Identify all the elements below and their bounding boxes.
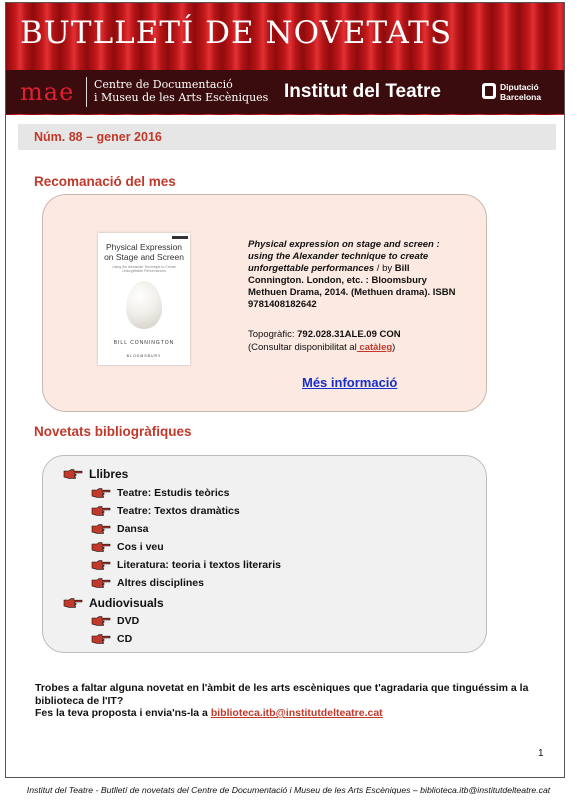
suggestion-cta-text: Fes la teva proposta i envia'ns-la a <box>35 707 211 719</box>
logo-divider <box>86 77 87 107</box>
cover-title-line-2: on Stage and Screen <box>104 252 184 262</box>
pointing-hand-icon <box>63 598 83 608</box>
banner-title: BUTLLETÍ DE NOVETATS <box>20 15 453 51</box>
availability-line <box>248 341 478 354</box>
book-cover-image[interactable] <box>98 233 190 365</box>
newsletter-page <box>5 2 565 778</box>
cover-publisher: BLOOMSBURY <box>126 354 162 358</box>
pointing-hand-icon <box>91 578 111 588</box>
mae-centre-name <box>94 78 268 104</box>
subcategory-literatura[interactable] <box>91 559 281 571</box>
topographic-label: Topogràfic: <box>248 329 298 340</box>
catalog-link[interactable]: catàleg <box>356 342 393 353</box>
pointing-hand-icon <box>91 506 111 516</box>
subcategory-dvd[interactable] <box>91 615 139 627</box>
more-info-link[interactable]: Més informació <box>302 375 398 390</box>
subcategory-cd[interactable] <box>91 633 132 645</box>
topographic-line <box>248 328 478 341</box>
pointing-hand-icon <box>91 542 111 552</box>
suggestion-question: Trobes a faltar alguna novetat en l'àmbit de les arts escèniques que t'agradaria que tinguéssim a la biblioteca de l'IT? <box>35 682 529 707</box>
subcategory-cos-i-veu[interactable] <box>91 541 164 553</box>
category-llibres[interactable] <box>63 467 128 481</box>
logo-strip <box>6 70 564 114</box>
subcategory-textos-dramatics[interactable] <box>91 505 240 517</box>
subcategory-label: Dansa <box>117 523 149 535</box>
book-title: Physical expression on stage and screen : using the Alexander technique to create unforgettable performances <box>248 239 440 274</box>
pointing-hand-icon <box>91 524 111 534</box>
institut-logo: Institut del Teatre <box>284 81 441 102</box>
mae-line-2: i Museu de les Arts Escèniques <box>94 91 269 104</box>
subcategory-label: Teatre: Textos dramàtics <box>117 505 240 517</box>
recommendation-heading: Recomanació del mes <box>34 174 176 189</box>
cover-title <box>102 242 186 262</box>
book-location <box>248 328 478 354</box>
pointing-hand-icon <box>91 488 111 498</box>
cover-subtitle: Using the Alexander Technique to Create Unforgettable Performances <box>112 265 176 273</box>
novetats-box <box>42 455 487 653</box>
pointing-hand-icon <box>91 560 111 570</box>
mae-line-1: Centre de Documentació <box>94 78 233 91</box>
availability-prefix: (Consultar disponibilitat al <box>248 342 357 353</box>
pointing-hand-icon <box>91 634 111 644</box>
pointing-hand-icon <box>63 469 83 479</box>
subcategory-label: Altres disciplines <box>117 577 204 589</box>
subcategory-label: Cos i veu <box>117 541 164 553</box>
subcategory-label: DVD <box>117 615 140 627</box>
suggestion-cta <box>35 707 535 720</box>
cover-title-line-1: Physical Expression <box>105 242 183 252</box>
availability-suffix: ) <box>392 342 396 353</box>
subcategory-dansa[interactable] <box>91 523 149 535</box>
category-audiovisuals[interactable] <box>63 596 164 610</box>
title-separator: / by <box>374 263 395 274</box>
novetats-heading: Novetats bibliogràfiques <box>34 424 192 439</box>
diputacio-icon <box>482 83 496 99</box>
recommendation-box <box>42 194 487 412</box>
suggestion-note <box>35 682 535 720</box>
subcategory-altres-disciplines[interactable] <box>91 577 204 589</box>
issue-number: Núm. 88 – gener 2016 <box>34 130 162 144</box>
subcategory-label: Literatura: teoria i textos literaris <box>117 559 281 571</box>
subcategory-label: CD <box>117 633 133 645</box>
page-number: 1 <box>538 748 544 759</box>
cover-band <box>172 236 188 239</box>
cover-author: BILL CONNINGTON <box>113 340 175 346</box>
category-label: Audiovisuals <box>89 596 164 610</box>
subcategory-estudis-teorics[interactable] <box>91 487 229 499</box>
mae-logo: mae <box>20 78 75 106</box>
book-description <box>248 239 463 311</box>
book-details: Bill Connington. London, etc. : Bloomsbury Methuen Drama, 2014. (Methuen drama). ISBN 9781408182642 <box>248 263 456 310</box>
issue-bar <box>18 124 556 150</box>
category-label: Llibres <box>89 467 129 481</box>
diputacio-logo <box>500 82 541 102</box>
footer-line: Institut del Teatre - Butlletí de novetats del Centre de Documentació i Museu de les Arts Escèniques – biblioteca.itb@institutdelteatre.cat <box>26 785 551 795</box>
header-banner <box>6 3 564 115</box>
diputacio-line-1: Diputació <box>500 82 539 92</box>
diputacio-line-2: Barcelona <box>500 92 542 102</box>
email-link[interactable]: biblioteca.itb@institutdelteatre.cat <box>210 707 383 719</box>
egg-image <box>126 281 162 329</box>
subcategory-label: Teatre: Estudis teòrics <box>117 487 230 499</box>
pointing-hand-icon <box>91 616 111 626</box>
topographic-value: 792.028.31ALE.09 CON <box>297 329 401 340</box>
